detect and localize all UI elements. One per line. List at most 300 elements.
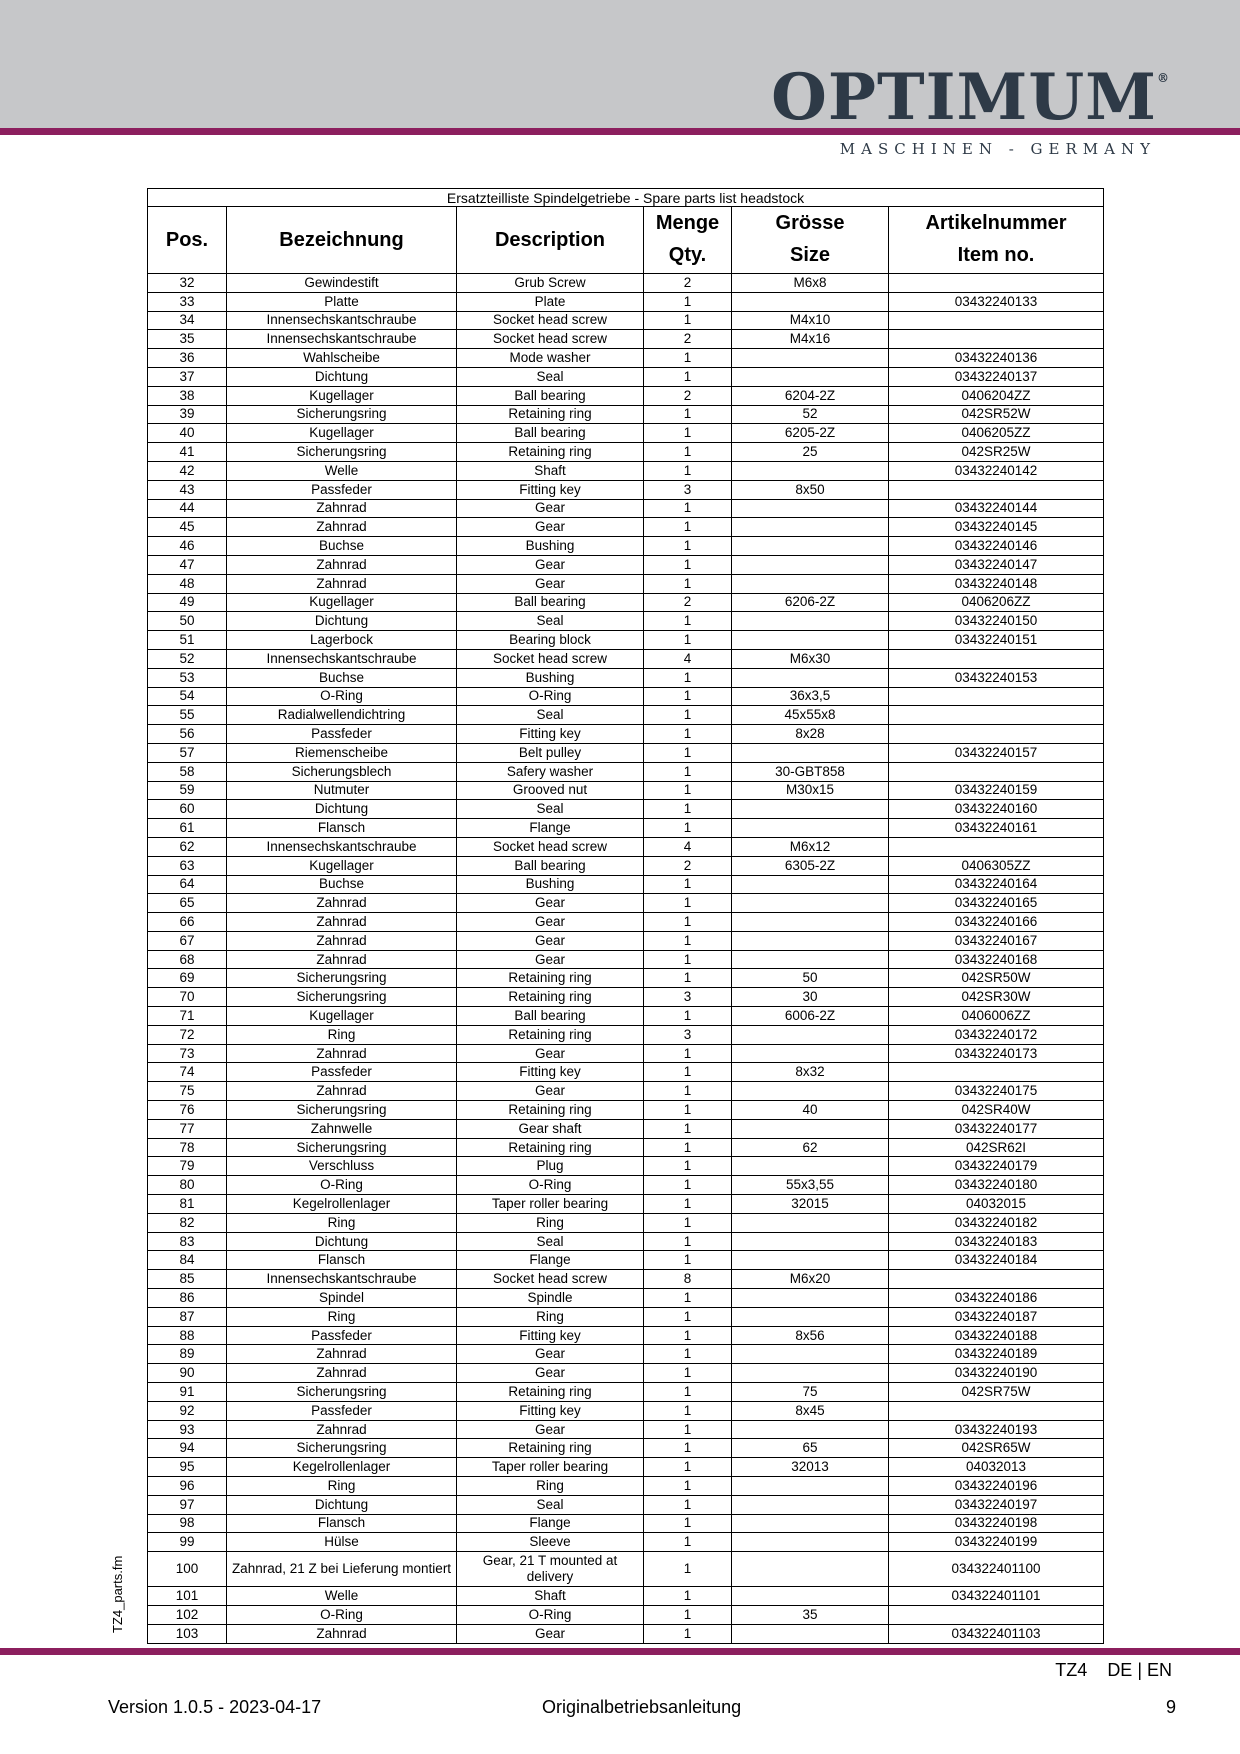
cell-item-no [889, 1063, 1104, 1082]
cell-item-no [889, 762, 1104, 781]
cell-description: Gear [457, 518, 644, 537]
cell-pos: 67 [148, 931, 227, 950]
cell-size: M30x15 [732, 781, 889, 800]
table-row [148, 837, 1104, 856]
table-row [148, 1119, 1104, 1138]
cell-item-no: 03432240180 [889, 1176, 1104, 1195]
cell-description: Seal [457, 367, 644, 386]
cell-bezeichnung: Innensechskantschraube [227, 837, 457, 856]
cell-pos: 93 [148, 1420, 227, 1439]
cell-size [732, 349, 889, 368]
cell-size [732, 518, 889, 537]
cell-qty: 1 [644, 969, 732, 988]
cell-bezeichnung: Innensechskantschraube [227, 311, 457, 330]
footer-rule [0, 1648, 1240, 1655]
cell-pos: 35 [148, 330, 227, 349]
cell-item-no [889, 311, 1104, 330]
table-row [148, 480, 1104, 499]
cell-qty: 1 [644, 1213, 732, 1232]
cell-qty: 1 [644, 1477, 732, 1496]
footer-manual-title: Originalbetriebsanleitung [542, 1697, 742, 1717]
table-row [148, 424, 1104, 443]
cell-bezeichnung: Ring [227, 1307, 457, 1326]
cell-item-no: 03432240184 [889, 1251, 1104, 1270]
cell-qty: 1 [644, 1514, 732, 1533]
cell-pos: 50 [148, 612, 227, 631]
cell-bezeichnung: Verschluss [227, 1157, 457, 1176]
cell-bezeichnung: Zahnrad [227, 1044, 457, 1063]
cell-pos: 99 [148, 1533, 227, 1552]
cell-qty: 1 [644, 631, 732, 650]
cell-size: 8x50 [732, 480, 889, 499]
cell-size: 75 [732, 1383, 889, 1402]
table-row [148, 725, 1104, 744]
cell-qty: 1 [644, 349, 732, 368]
cell-pos: 63 [148, 856, 227, 875]
cell-size [732, 612, 889, 631]
cell-pos: 65 [148, 894, 227, 913]
cell-item-no: 03432240157 [889, 743, 1104, 762]
table-row [148, 1195, 1104, 1214]
table-row [148, 1458, 1104, 1477]
cell-size: M6x20 [732, 1270, 889, 1289]
table-row [148, 894, 1104, 913]
table-row [148, 762, 1104, 781]
footer-languages: DE | EN [1107, 1660, 1172, 1680]
cell-bezeichnung: Flansch [227, 1514, 457, 1533]
cell-description: Gear [457, 1345, 644, 1364]
cell-size [732, 1345, 889, 1364]
table-row [148, 349, 1104, 368]
cell-item-no: 03432240160 [889, 800, 1104, 819]
table-row [148, 1420, 1104, 1439]
cell-size: 30-GBT858 [732, 762, 889, 781]
cell-size: 25 [732, 443, 889, 462]
cell-bezeichnung: Radialwellendichtring [227, 706, 457, 725]
cell-bezeichnung: Sicherungsring [227, 969, 457, 988]
cell-qty: 1 [644, 1420, 732, 1439]
table-row [148, 311, 1104, 330]
cell-item-no: 03432240159 [889, 781, 1104, 800]
page-number: 9 [1165, 1697, 1176, 1717]
cell-pos: 69 [148, 969, 227, 988]
cell-description: Retaining ring [457, 1439, 644, 1458]
cell-description: O-Ring [457, 1605, 644, 1624]
cell-description: Ball bearing [457, 856, 644, 875]
cell-pos: 89 [148, 1345, 227, 1364]
cell-pos: 101 [148, 1587, 227, 1606]
cell-bezeichnung: Zahnrad [227, 931, 457, 950]
cell-size [732, 537, 889, 556]
cell-item-no [889, 330, 1104, 349]
cell-item-no [889, 480, 1104, 499]
cell-size: 65 [732, 1439, 889, 1458]
table-row [148, 1270, 1104, 1289]
header-groesse: Grösse [775, 212, 845, 234]
cell-description: Gear [457, 1364, 644, 1383]
cell-size [732, 819, 889, 838]
cell-item-no: 03432240150 [889, 612, 1104, 631]
cell-description: Gear [457, 574, 644, 593]
cell-bezeichnung: Buchse [227, 875, 457, 894]
cell-item-no [889, 649, 1104, 668]
header-bezeichnung: Bezeichnung [227, 207, 457, 274]
cell-bezeichnung: Passfeder [227, 1401, 457, 1420]
cell-qty: 1 [644, 1458, 732, 1477]
cell-qty: 1 [644, 1345, 732, 1364]
cell-description: Retaining ring [457, 1383, 644, 1402]
cell-bezeichnung: Buchse [227, 668, 457, 687]
cell-item-no: 03432240136 [889, 349, 1104, 368]
cell-qty: 3 [644, 1025, 732, 1044]
cell-size: 36x3,5 [732, 687, 889, 706]
cell-pos: 64 [148, 875, 227, 894]
cell-size: 6204-2Z [732, 386, 889, 405]
cell-bezeichnung: Ring [227, 1025, 457, 1044]
cell-bezeichnung: Zahnrad [227, 574, 457, 593]
cell-item-no: 03432240133 [889, 292, 1104, 311]
cell-size: M6x12 [732, 837, 889, 856]
cell-pos: 102 [148, 1605, 227, 1624]
cell-qty: 1 [644, 1063, 732, 1082]
cell-item-no: 042SR40W [889, 1101, 1104, 1120]
cell-qty: 1 [644, 612, 732, 631]
cell-item-no: 03432240196 [889, 1477, 1104, 1496]
cell-qty: 1 [644, 499, 732, 518]
cell-size [732, 574, 889, 593]
cell-description: Flange [457, 1251, 644, 1270]
table-row [148, 593, 1104, 612]
cell-bezeichnung: Sicherungsring [227, 1138, 457, 1157]
table-row [148, 1477, 1104, 1496]
cell-bezeichnung: Kugellager [227, 424, 457, 443]
cell-bezeichnung: Kugellager [227, 856, 457, 875]
cell-description: Fitting key [457, 725, 644, 744]
cell-item-no [889, 706, 1104, 725]
table-row [148, 1533, 1104, 1552]
cell-qty: 1 [644, 1044, 732, 1063]
cell-item-no: 03432240167 [889, 931, 1104, 950]
cell-bezeichnung: Hülse [227, 1533, 457, 1552]
footer-version: Version 1.0.5 - 2023-04-17 [108, 1697, 322, 1717]
table-row [148, 988, 1104, 1007]
cell-qty: 1 [644, 1138, 732, 1157]
cell-pos: 47 [148, 555, 227, 574]
table-row [148, 969, 1104, 988]
cell-bezeichnung: Dichtung [227, 1232, 457, 1251]
table-row [148, 1063, 1104, 1082]
table-row [148, 1213, 1104, 1232]
cell-bezeichnung: Passfeder [227, 480, 457, 499]
cell-pos: 49 [148, 593, 227, 612]
cell-item-no [889, 687, 1104, 706]
cell-bezeichnung: Zahnrad [227, 894, 457, 913]
cell-description: Gear [457, 1082, 644, 1101]
cell-item-no: 0406006ZZ [889, 1007, 1104, 1026]
cell-item-no: 042SR52W [889, 405, 1104, 424]
cell-size [732, 1624, 889, 1643]
table-row [148, 800, 1104, 819]
cell-description: Seal [457, 800, 644, 819]
brand-logo [771, 60, 1170, 135]
cell-item-no: 03432240177 [889, 1119, 1104, 1138]
cell-size [732, 1157, 889, 1176]
cell-item-no: 03432240168 [889, 950, 1104, 969]
cell-qty: 1 [644, 1587, 732, 1606]
cell-item-no: 03432240172 [889, 1025, 1104, 1044]
cell-description: Fitting key [457, 1063, 644, 1082]
cell-item-no: 03432240175 [889, 1082, 1104, 1101]
cell-bezeichnung: Sicherungsblech [227, 762, 457, 781]
cell-description: Spindle [457, 1289, 644, 1308]
cell-qty: 2 [644, 274, 732, 293]
cell-item-no: 03432240173 [889, 1044, 1104, 1063]
cell-qty: 1 [644, 1364, 732, 1383]
cell-size [732, 1533, 889, 1552]
table-row [148, 668, 1104, 687]
table-row [148, 1289, 1104, 1308]
cell-pos: 88 [148, 1326, 227, 1345]
cell-description: Gear [457, 950, 644, 969]
cell-item-no: 03432240148 [889, 574, 1104, 593]
cell-pos: 60 [148, 800, 227, 819]
cell-item-no: 042SR50W [889, 969, 1104, 988]
cell-size [732, 1232, 889, 1251]
cell-description: Retaining ring [457, 443, 644, 462]
cell-description: Socket head screw [457, 311, 644, 330]
table-row [148, 743, 1104, 762]
cell-size [732, 1587, 889, 1606]
cell-size: 55x3,55 [732, 1176, 889, 1195]
table-row [148, 443, 1104, 462]
table-row [148, 1232, 1104, 1251]
cell-pos: 77 [148, 1119, 227, 1138]
table-row [148, 1101, 1104, 1120]
cell-size: 6305-2Z [732, 856, 889, 875]
cell-bezeichnung: Zahnrad [227, 555, 457, 574]
cell-bezeichnung: Dichtung [227, 367, 457, 386]
cell-qty: 1 [644, 1307, 732, 1326]
cell-item-no: 03432240164 [889, 875, 1104, 894]
cell-bezeichnung: Lagerbock [227, 631, 457, 650]
cell-bezeichnung: Zahnrad [227, 1345, 457, 1364]
cell-qty: 1 [644, 931, 732, 950]
cell-description: Plug [457, 1157, 644, 1176]
cell-qty: 1 [644, 1195, 732, 1214]
header-quantity [644, 207, 732, 274]
cell-qty: 1 [644, 1383, 732, 1402]
cell-size: 52 [732, 405, 889, 424]
cell-description: Grooved nut [457, 781, 644, 800]
cell-item-no: 03432240144 [889, 499, 1104, 518]
table-row [148, 1326, 1104, 1345]
table-row [148, 367, 1104, 386]
cell-pos: 59 [148, 781, 227, 800]
cell-pos: 80 [148, 1176, 227, 1195]
cell-description: Retaining ring [457, 1138, 644, 1157]
cell-bezeichnung: Zahnrad [227, 950, 457, 969]
cell-item-no [889, 1270, 1104, 1289]
side-file-label: TZ4_parts.fm [110, 1555, 125, 1633]
cell-pos: 76 [148, 1101, 227, 1120]
cell-qty: 1 [644, 1533, 732, 1552]
cell-item-no: 03432240142 [889, 461, 1104, 480]
cell-bezeichnung: Passfeder [227, 1326, 457, 1345]
cell-bezeichnung: Sicherungsring [227, 405, 457, 424]
cell-description: Ring [457, 1213, 644, 1232]
cell-pos: 87 [148, 1307, 227, 1326]
cell-description: Retaining ring [457, 988, 644, 1007]
cell-qty: 1 [644, 1119, 732, 1138]
cell-item-no: 03432240197 [889, 1495, 1104, 1514]
cell-pos: 62 [148, 837, 227, 856]
cell-bezeichnung: Buchse [227, 537, 457, 556]
cell-description: Bushing [457, 537, 644, 556]
table-row [148, 1439, 1104, 1458]
cell-pos: 38 [148, 386, 227, 405]
cell-pos: 33 [148, 292, 227, 311]
cell-item-no: 03432240146 [889, 537, 1104, 556]
cell-bezeichnung: Kugellager [227, 386, 457, 405]
cell-bezeichnung: O-Ring [227, 1176, 457, 1195]
cell-description: Flange [457, 1514, 644, 1533]
cell-bezeichnung: Innensechskantschraube [227, 649, 457, 668]
cell-size: 30 [732, 988, 889, 1007]
table-row [148, 1082, 1104, 1101]
cell-description: O-Ring [457, 1176, 644, 1195]
table-row [148, 706, 1104, 725]
cell-description: Belt pulley [457, 743, 644, 762]
cell-size [732, 668, 889, 687]
table-row [148, 1587, 1104, 1606]
cell-item-no [889, 837, 1104, 856]
cell-pos: 72 [148, 1025, 227, 1044]
cell-qty: 8 [644, 1270, 732, 1289]
cell-item-no [889, 1401, 1104, 1420]
cell-pos: 34 [148, 311, 227, 330]
cell-item-no: 042SR30W [889, 988, 1104, 1007]
cell-qty: 1 [644, 819, 732, 838]
cell-qty: 1 [644, 725, 732, 744]
cell-description: Retaining ring [457, 1101, 644, 1120]
table-row [148, 405, 1104, 424]
cell-pos: 58 [148, 762, 227, 781]
cell-item-no: 0406305ZZ [889, 856, 1104, 875]
footer-model: TZ4 [1055, 1660, 1088, 1680]
cell-item-no: 03432240182 [889, 1213, 1104, 1232]
table-body [148, 274, 1104, 1644]
cell-item-no: 0406204ZZ [889, 386, 1104, 405]
cell-pos: 70 [148, 988, 227, 1007]
cell-pos: 95 [148, 1458, 227, 1477]
cell-qty: 1 [644, 668, 732, 687]
header-size-en: Size [789, 244, 831, 266]
cell-pos: 91 [148, 1383, 227, 1402]
cell-size [732, 1307, 889, 1326]
cell-qty: 1 [644, 875, 732, 894]
cell-size: 8x45 [732, 1401, 889, 1420]
footer-doc-id [1035, 1660, 1172, 1681]
header-description: Description [457, 207, 644, 274]
header-item-no: Item no. [957, 244, 1035, 266]
table-row [148, 1176, 1104, 1195]
cell-bezeichnung: Platte [227, 292, 457, 311]
cell-bezeichnung: Nutmuter [227, 781, 457, 800]
cell-item-no: 03432240186 [889, 1289, 1104, 1308]
cell-description: Socket head screw [457, 1270, 644, 1289]
header-qty: Qty. [668, 244, 707, 266]
cell-item-no: 0406206ZZ [889, 593, 1104, 612]
cell-bezeichnung: Zahnrad [227, 1420, 457, 1439]
cell-qty: 4 [644, 649, 732, 668]
cell-description: Grub Screw [457, 274, 644, 293]
cell-item-no [889, 1605, 1104, 1624]
cell-description: Shaft [457, 1587, 644, 1606]
cell-size [732, 1514, 889, 1533]
table-row [148, 499, 1104, 518]
cell-size [732, 1025, 889, 1044]
cell-pos: 37 [148, 367, 227, 386]
cell-pos: 92 [148, 1401, 227, 1420]
cell-item-no: 03432240199 [889, 1533, 1104, 1552]
cell-description: Seal [457, 1495, 644, 1514]
cell-description: Taper roller bearing [457, 1195, 644, 1214]
cell-size [732, 931, 889, 950]
cell-pos: 79 [148, 1157, 227, 1176]
header-artikelnummer: Artikelnummer [925, 212, 1067, 234]
cell-pos: 81 [148, 1195, 227, 1214]
cell-bezeichnung: Zahnrad [227, 499, 457, 518]
cell-size: 6206-2Z [732, 593, 889, 612]
cell-size [732, 894, 889, 913]
cell-item-no: 034322401101 [889, 1587, 1104, 1606]
cell-pos: 98 [148, 1514, 227, 1533]
cell-qty: 1 [644, 706, 732, 725]
cell-item-no: 03432240153 [889, 668, 1104, 687]
cell-pos: 54 [148, 687, 227, 706]
cell-size [732, 1420, 889, 1439]
cell-item-no: 03432240161 [889, 819, 1104, 838]
cell-pos: 56 [148, 725, 227, 744]
cell-pos: 90 [148, 1364, 227, 1383]
cell-size [732, 461, 889, 480]
cell-description: Seal [457, 1232, 644, 1251]
cell-qty: 1 [644, 1082, 732, 1101]
cell-item-no: 042SR75W [889, 1383, 1104, 1402]
cell-pos: 71 [148, 1007, 227, 1026]
cell-qty: 1 [644, 1401, 732, 1420]
cell-description: Retaining ring [457, 1025, 644, 1044]
cell-qty: 1 [644, 1624, 732, 1643]
cell-pos: 32 [148, 274, 227, 293]
cell-description: Gear [457, 499, 644, 518]
cell-description: Gear [457, 894, 644, 913]
table-row [148, 781, 1104, 800]
cell-pos: 42 [148, 461, 227, 480]
cell-pos: 103 [148, 1624, 227, 1643]
cell-item-no: 04032015 [889, 1195, 1104, 1214]
cell-description: Fitting key [457, 1401, 644, 1420]
cell-item-no: 042SR25W [889, 443, 1104, 462]
cell-size: M4x10 [732, 311, 889, 330]
header-size [732, 207, 889, 274]
cell-bezeichnung: Flansch [227, 1251, 457, 1270]
registered-mark: ® [1157, 71, 1170, 85]
cell-qty: 2 [644, 330, 732, 349]
cell-size [732, 743, 889, 762]
cell-size [732, 292, 889, 311]
cell-item-no [889, 725, 1104, 744]
